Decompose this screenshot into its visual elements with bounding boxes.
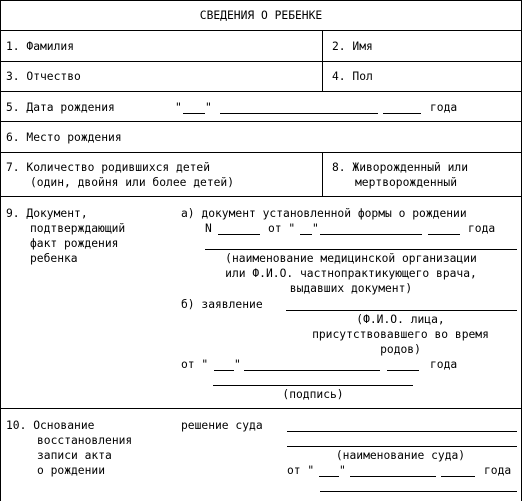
doc-year-label: года bbox=[468, 222, 496, 235]
field-children-count-label: 7. Количество родившихся детей bbox=[6, 161, 211, 174]
column-divider bbox=[322, 152, 323, 196]
court-decision-line[interactable] bbox=[287, 431, 517, 432]
row-divider bbox=[0, 91, 522, 92]
field-name-label: 2. Имя bbox=[332, 40, 373, 53]
field-liveborn-label-cont: мертворожденный bbox=[355, 176, 458, 189]
doc-day-line[interactable] bbox=[300, 234, 312, 235]
statement-year-line[interactable] bbox=[387, 370, 419, 371]
doc-number-label: N bbox=[205, 222, 212, 235]
court-year-line[interactable] bbox=[441, 476, 475, 477]
doc-issuer-caption-cont: или Ф.И.О. частнопрактикующего врача, bbox=[225, 267, 477, 280]
statement-person-caption: (Ф.И.О. лица, bbox=[356, 313, 445, 326]
court-extra-line[interactable] bbox=[320, 491, 517, 492]
court-decision-label: решение суда bbox=[181, 419, 263, 432]
field-liveborn-label: 8. Живорожденный или bbox=[332, 161, 469, 174]
court-day-line[interactable] bbox=[319, 476, 339, 477]
field-restoration-basis-label-cont: записи акта bbox=[37, 449, 112, 462]
table-border-top bbox=[0, 0, 522, 1]
doc-birth-form-label: а) документ установленной формы о рождении bbox=[181, 207, 467, 220]
row-divider bbox=[0, 61, 522, 62]
field-birthplace-label: 6. Место рождения bbox=[6, 131, 122, 144]
field-surname-label: 1. Фамилия bbox=[6, 40, 75, 53]
form-title: СВЕДЕНИЯ О РЕБЕНКЕ bbox=[199, 9, 323, 22]
signature-caption: (подпись) bbox=[282, 388, 344, 401]
field-birthdate-label: 5. Дата рождения bbox=[6, 101, 115, 114]
field-restoration-basis-label-cont: восстановления bbox=[37, 434, 133, 447]
birthdate-day-line[interactable] bbox=[183, 113, 205, 114]
court-date-quote: " bbox=[339, 464, 346, 477]
court-name-line[interactable] bbox=[287, 446, 517, 447]
field-restoration-basis-label: 10. Основание bbox=[6, 419, 95, 432]
statement-year-label: года bbox=[430, 358, 458, 371]
birthdate-quote-close: " bbox=[205, 101, 212, 114]
row-divider bbox=[0, 196, 522, 197]
doc-issuer-line[interactable] bbox=[205, 249, 517, 250]
statement-person-caption-cont: присутствовавшего во время bbox=[312, 328, 489, 341]
row-divider bbox=[0, 408, 522, 409]
birthdate-quote-open: " bbox=[175, 101, 182, 114]
statement-day-line[interactable] bbox=[214, 370, 234, 371]
doc-month-line[interactable] bbox=[320, 234, 422, 235]
field-patronymic-label: 3. Отчество bbox=[6, 70, 81, 83]
birthdate-year-label: года bbox=[430, 101, 458, 114]
row-divider bbox=[0, 152, 522, 153]
court-name-caption: (наименование суда) bbox=[335, 449, 466, 462]
birthdate-month-line[interactable] bbox=[220, 113, 378, 114]
row-divider bbox=[0, 30, 522, 31]
doc-date-quote: " bbox=[312, 222, 319, 235]
table-border-left bbox=[0, 0, 1, 501]
statement-person-line[interactable] bbox=[286, 310, 517, 311]
field-document-label-cont: подтверждающий bbox=[30, 222, 126, 235]
field-children-count-hint: (один, двойня или более детей) bbox=[30, 176, 235, 189]
row-divider bbox=[0, 121, 522, 122]
birthdate-year-line[interactable] bbox=[383, 113, 421, 114]
field-sex-label: 4. Пол bbox=[332, 70, 373, 83]
statement-label: б) заявление bbox=[181, 298, 263, 311]
field-restoration-basis-label-cont: о рождении bbox=[37, 464, 106, 477]
statement-person-caption-cont: родов) bbox=[380, 343, 421, 356]
statement-date-quote: " bbox=[234, 358, 241, 371]
signature-line[interactable] bbox=[213, 385, 413, 386]
court-year-label: года bbox=[484, 464, 512, 477]
field-document-label: 9. Документ, bbox=[6, 207, 88, 220]
doc-issuer-caption-cont: выдавших документ) bbox=[289, 282, 413, 295]
field-document-label-cont: ребенка bbox=[30, 252, 78, 265]
court-month-line[interactable] bbox=[350, 476, 436, 477]
field-document-label-cont: факт рождения bbox=[30, 237, 119, 250]
doc-number-line[interactable] bbox=[218, 234, 260, 235]
doc-year-line[interactable] bbox=[428, 234, 460, 235]
statement-month-line[interactable] bbox=[244, 370, 380, 371]
court-date-from-label: от " bbox=[287, 464, 315, 477]
column-divider bbox=[322, 30, 323, 91]
doc-date-from-label: от " bbox=[268, 222, 296, 235]
statement-date-from-label: от " bbox=[181, 358, 209, 371]
doc-issuer-caption: (наименование медицинской организации bbox=[225, 252, 477, 265]
